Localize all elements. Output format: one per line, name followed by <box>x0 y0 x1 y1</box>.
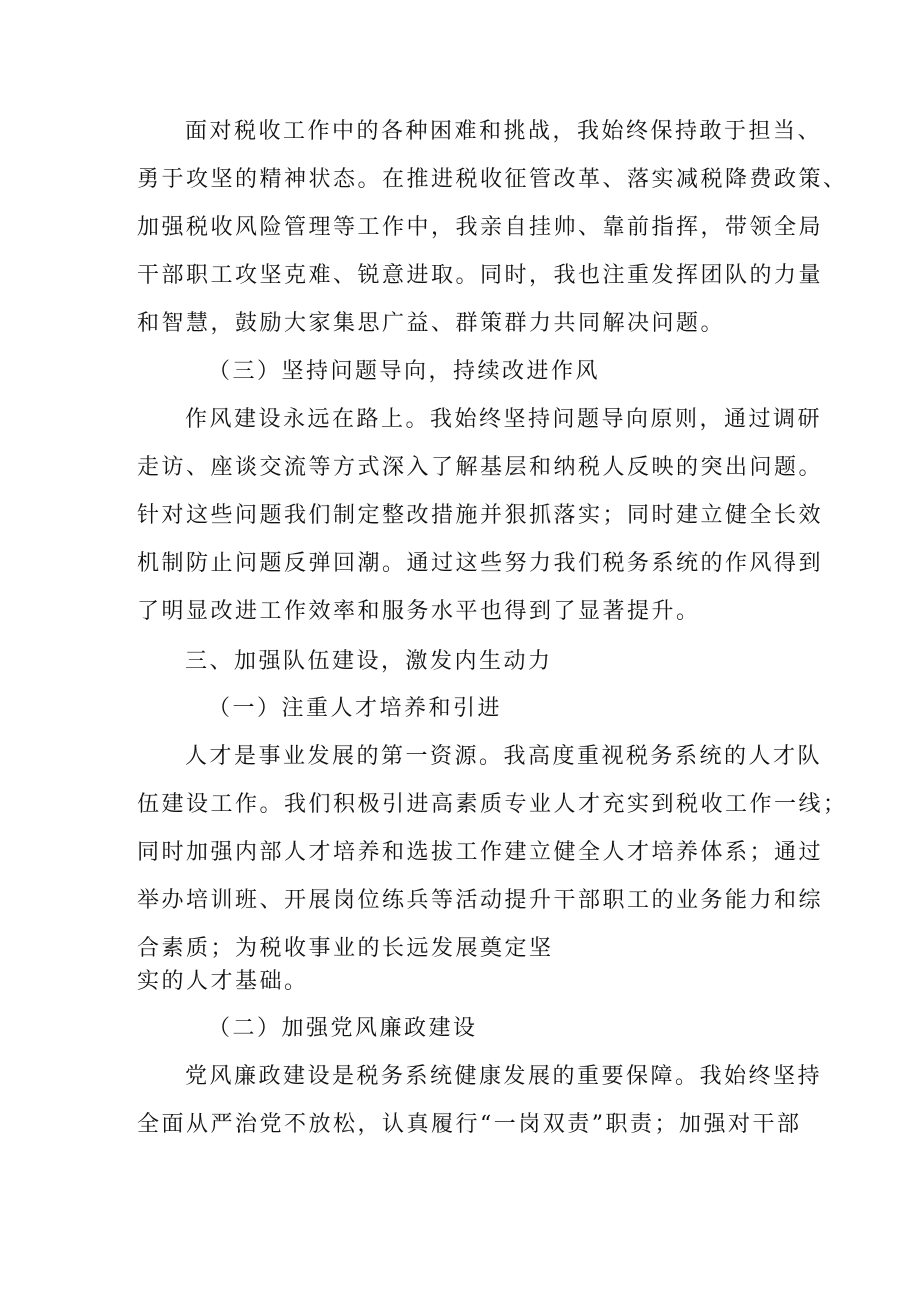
paragraph-line: 针对这些问题我们制定整改措施并狠抓落实；同时建立健全长效 <box>137 503 824 528</box>
subsection-heading: （三）坚持问题导向，持续改进作风 <box>208 359 601 384</box>
paragraph-line: 了明显改进工作效率和服务水平也得到了显著提升。 <box>137 599 701 624</box>
paragraph-line: 干部职工攻坚克难、锐意进取。同时，我也注重发挥团队的力量 <box>137 263 824 288</box>
paragraph-line: 走访、座谈交流等方式深入了解基层和纳税人反映的突出问题。 <box>137 455 824 480</box>
paragraph-line: 同时加强内部人才培养和选拔工作建立健全人才培养体系；通过 <box>137 840 824 865</box>
subsection-heading: （一）注重人才培养和引进 <box>208 696 503 721</box>
paragraph-line: 机制防止问题反弹回潮。通过这些努力我们税务系统的作风得到 <box>137 551 824 576</box>
section-heading: 三、加强队伍建设，激发内生动力 <box>185 649 553 674</box>
paragraph-line: 合素质；为税收事业的长远发展奠定坚 <box>137 936 554 961</box>
paragraph-line: 和智慧，鼓励大家集思广益、群策群力共同解决问题。 <box>137 311 726 336</box>
paragraph-line: 实的人才基础。 <box>137 969 309 994</box>
paragraph-line: 人才是事业发展的第一资源。我高度重视税务系统的人才队 <box>185 744 823 769</box>
paragraph-line: 勇于攻坚的精神状态。在推进税收征管改革、落实减税降费政策、 <box>137 167 848 192</box>
paragraph-line: 党风廉政建设是税务系统健康发展的重要保障。我始终坚持 <box>185 1064 823 1089</box>
subsection-heading: （二）加强党风廉政建设 <box>208 1016 478 1041</box>
paragraph-line: 作风建设永远在路上。我始终坚持问题导向原则，通过调研 <box>185 407 823 432</box>
paragraph-line: 全面从严治党不放松，认真履行“一岗双责”职责；加强对干部 <box>137 1112 802 1137</box>
paragraph-line: 加强税收风险管理等工作中，我亲自挂帅、靠前指挥，带领全局 <box>137 215 824 240</box>
paragraph-line: 面对税收工作中的各种困难和挑战，我始终保持敢于担当、 <box>185 119 823 144</box>
paragraph-line: 伍建设工作。我们积极引进高素质专业人才充实到税收工作一线； <box>137 792 848 817</box>
paragraph-line: 举办培训班、开展岗位练兵等活动提升干部职工的业务能力和综 <box>137 888 824 913</box>
